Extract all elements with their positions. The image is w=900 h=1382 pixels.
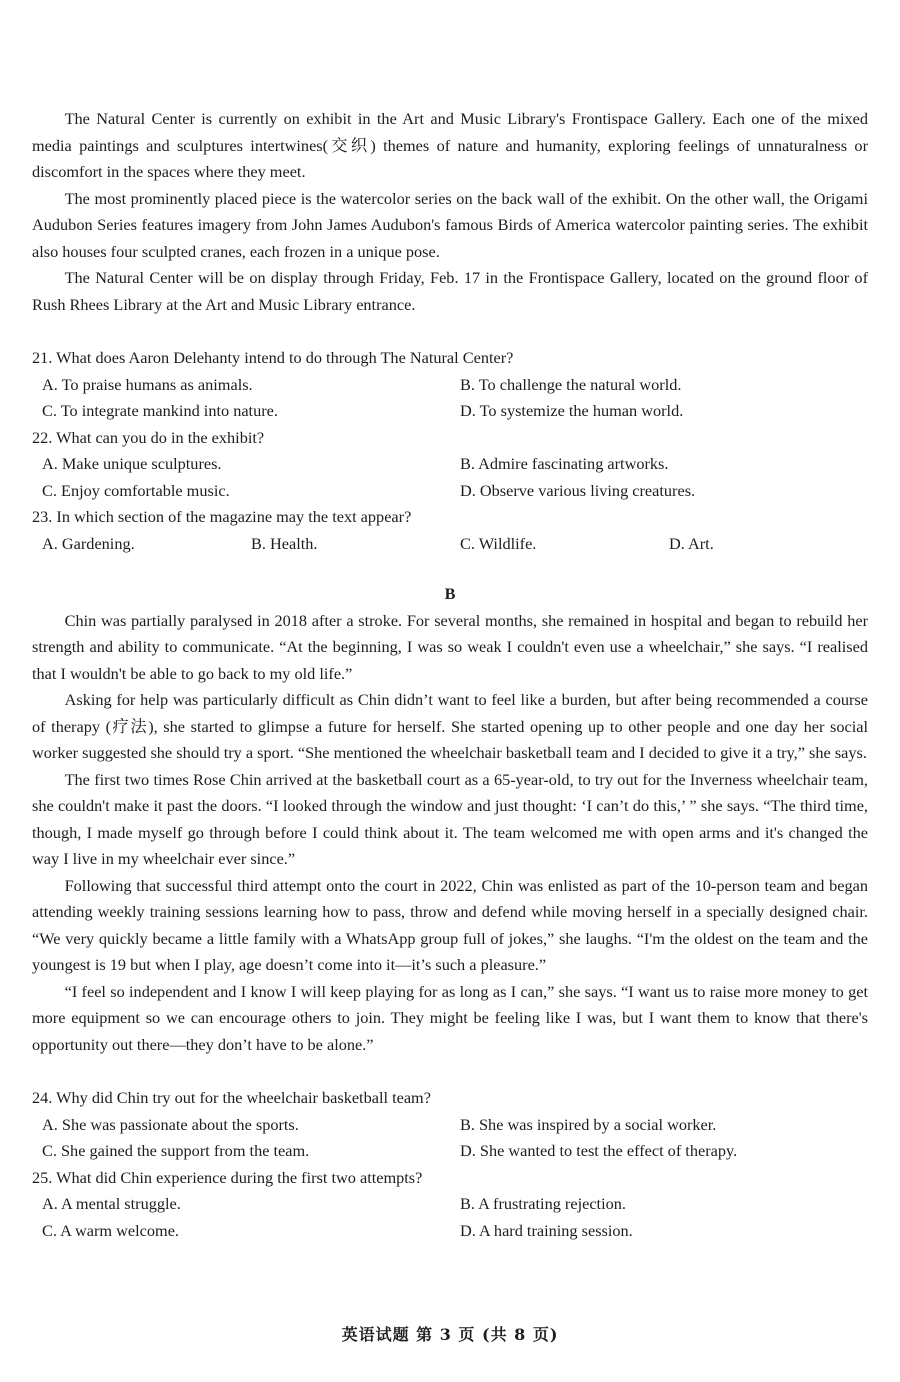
question-21-options-row-1 [32, 372, 868, 399]
passage-a-paragraph-1: The Natural Center is currently on exhibit in the Art and Music Library's Frontispace Gallery. Each one of the mixed media paintings and sculptures intertwines(交织) themes of nature and humanity, exploring feelings of unnaturalness or discomfort in the spaces where they meet. [32, 109, 868, 181]
question-23-options-row [32, 531, 868, 558]
page-footer: 英语试题 第 3 页 (共 8 页) [341, 1325, 559, 1344]
question-25-option-a: A. A mental struggle. [42, 1194, 181, 1213]
question-21-option-b: B. To challenge the natural world. [460, 374, 682, 394]
question-24-option-c: C. She gained the support from the team. [42, 1141, 310, 1160]
question-22-options-row-1 [32, 451, 868, 478]
question-24-option-a: A. She was passionate about the sports. [42, 1114, 299, 1134]
question-25-options-row-1 [32, 1191, 868, 1218]
passage-b-paragraph-4: Following that successful third attempt onto the court in 2022, Chin was enlisted as part of the 10-person team and began attending weekly training sessions learning how to pass, throw and defend while moving herself in a specially designed chair. “We very quickly became a little family with a WhatsApp group full of jokes,” she laughs. “I'm the oldest on the team and the youngest is 19 but when I play, age doesn’t come into it—it’s such a pleasure.” [32, 875, 868, 974]
question-23-option-a: A. Gardening. [42, 533, 135, 553]
question-22-option-a: A. Make unique sculptures. [42, 454, 222, 473]
question-23-option-c: C. Wildlife. [460, 533, 537, 553]
passage-b-paragraph-2: Asking for help was particularly difficult as Chin didn’t want to feel like a burden, but after being recommended a course of therapy (疗法), she started to glimpse a future for herself. She started opening up to other people and one day her social worker suggested she should try a sport. “She mentioned the wheelchair basketball team and I decided to give it a try,” she says. [32, 690, 868, 762]
passage-b-paragraph-3: The first two times Rose Chin arrived at the basketball court as a 65-year-old, to try out for the Inverness wheelchair team, she couldn't make it past the doors. “I looked through the window and just thought: ‘I can’t do this,’ ” she says. “The third time, though, I made myself go through before I could think about it. The team welcomed me with open arms and it's changed the way I live in my wheelchair ever since.” [32, 769, 868, 868]
question-23-stem: 23. In which section of the magazine may the text appear? [32, 507, 412, 526]
question-25-option-c: C. A warm welcome. [42, 1220, 180, 1240]
passage-a-paragraph-2: The most prominently placed piece is the watercolor series on the back wall of the exhibit. On the other wall, the Origami Audubon Series features imagery from John James Audubon's famous Birds of America watercolor painting series. The exhibit also houses four sculpted cranes, each frozen in a unique pose. [32, 188, 868, 261]
question-25-stem: 25. What did Chin experience during the first two attempts? [32, 1167, 423, 1187]
question-21-option-c: C. To integrate mankind into nature. [42, 401, 278, 420]
question-25-option-d: D. A hard training session. [460, 1220, 633, 1240]
passage-a [32, 106, 868, 318]
question-21-option-d: D. To systemize the human world. [460, 401, 684, 420]
question-24-stem: 24. Why did Chin try out for the wheelchair basketball team? [32, 1088, 431, 1107]
question-21-options-row-2 [32, 398, 868, 425]
question-22-option-c: C. Enjoy comfortable music. [42, 480, 230, 500]
passage-b-paragraph-1: Chin was partially paralysed in 2018 after a stroke. For several months, she remained in hospital and began to rebuild her strength and ability to communicate. “At the beginning, I was so weak I couldn't even use a wheelchair,” she says. “I realised that I wouldn't be able to go back to my old life.” [32, 610, 868, 683]
question-25-option-b: B. A frustrating rejection. [460, 1194, 626, 1213]
passage-b [32, 581, 868, 1058]
questions-b [32, 1085, 868, 1244]
question-24-options-row-1 [32, 1112, 868, 1139]
question-21-option-a: A. To praise humans as animals. [42, 374, 253, 394]
questions-a [32, 345, 868, 557]
question-24-options-row-2 [32, 1138, 868, 1165]
section-title-b: B [444, 584, 456, 603]
passage-b-paragraph-5: “I feel so independent and I know I will keep playing for as long as I can,” she says. “I want us to raise more money to get more equipment so we can encourage others to join. They might be feeling like I was, but I want them to know that there's opportunity out there—they don’t have to be alone.” [32, 981, 868, 1054]
question-22-options-row-2 [32, 478, 868, 505]
question-23-option-b: B. Health. [251, 533, 318, 553]
question-25-options-row-2 [32, 1218, 868, 1245]
question-22-option-d: D. Observe various living creatures. [460, 480, 696, 500]
question-23-option-d: D. Art. [669, 533, 714, 553]
question-22-option-b: B. Admire fascinating artworks. [460, 454, 669, 473]
question-24-option-b: B. She was inspired by a social worker. [460, 1114, 717, 1134]
question-22-stem: 22. What can you do in the exhibit? [32, 427, 265, 447]
passage-a-paragraph-3: The Natural Center will be on display through Friday, Feb. 17 in the Frontispace Gallery, located on the ground floor of Rush Rhees Library at the Art and Music Library entrance. [32, 268, 868, 314]
question-21-stem: 21. What does Aaron Delehanty intend to do through The Natural Center? [32, 348, 514, 367]
question-24-option-d: D. She wanted to test the effect of therapy. [460, 1141, 738, 1160]
